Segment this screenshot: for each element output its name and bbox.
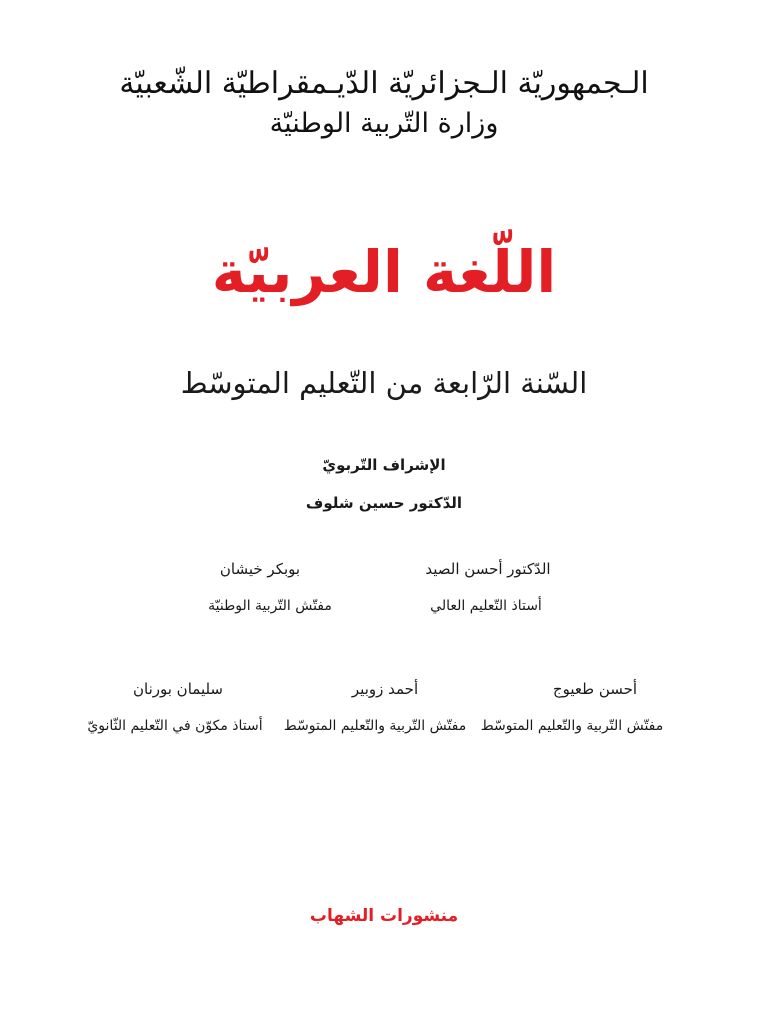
supervision-label: الإشراف التّربويّ [322,456,446,474]
publisher-name: منشورات الشهاب [309,906,459,926]
republic-header: الـجمهوريّة الـجزائريّة الدّيـمقراطيّة الشّعبيّة [119,66,649,101]
author-role: أستاذ التّعليم العالي [430,598,542,614]
book-title: اللّغة العربيّة [211,238,557,306]
book-subtitle: السّنة الرّابعة من التّعليم المتوسّط [180,366,588,400]
author-name: بوبكر خيشان [219,560,301,578]
author-name: الدّكتور أحسن الصيد [425,560,551,578]
author-role: مفتّش التّربية الوطنيّة [208,598,332,614]
author-role: مفتّش التّربية والتّعليم المتوسّط [283,718,467,734]
author-role: مفتّش التّربية والتّعليم المتوسّط [480,718,664,734]
author-name: أحسن طعيوج [552,680,638,698]
author-name: أحمد زوبير [351,680,419,698]
author-name: سليمان بورنان [132,680,223,698]
ministry-header: وزارة التّربية الوطنيّة [269,108,499,139]
supervisor-name: الدّكتور حسين شلوف [305,494,463,512]
author-role: أستاذ مكوّن في التّعليم الثّانويّ [87,718,263,734]
